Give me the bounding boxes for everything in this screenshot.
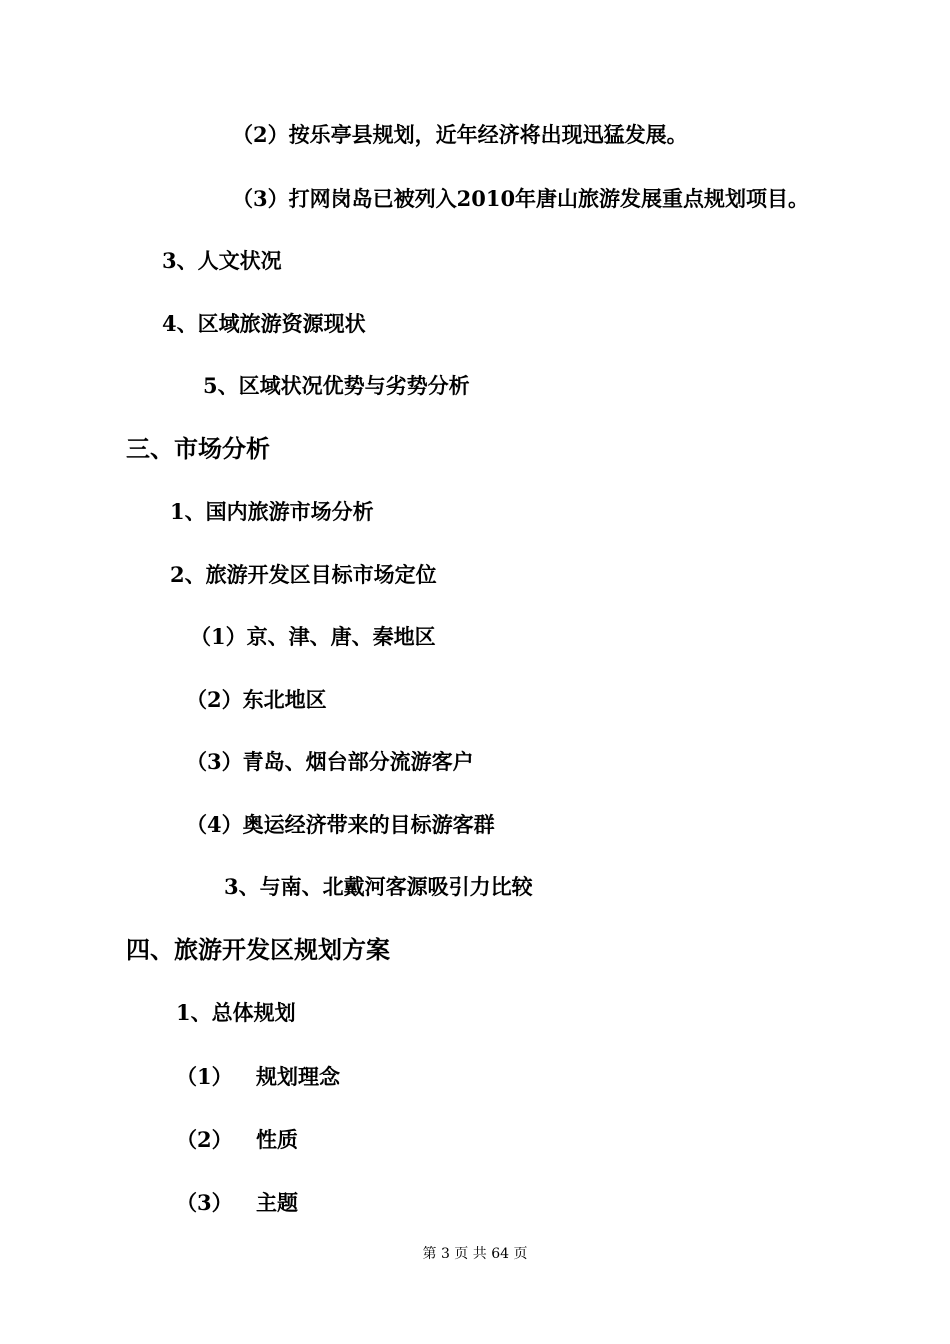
list-item-number: （3） (176, 1190, 233, 1215)
text-line: 2、旅游开发区目标市场定位 (170, 562, 437, 587)
text-line: （2）按乐亭县规划，近年经济将出现迅猛发展。 (232, 122, 688, 147)
list-item-text: 规划理念 (256, 1064, 340, 1089)
page-footer: 第 3 页 共 64 页 (422, 1246, 528, 1262)
list-item (176, 1063, 340, 1091)
text-line: 1、国内旅游市场分析 (170, 499, 374, 524)
list-item (176, 1126, 298, 1154)
list-item-number: （2） (176, 1127, 233, 1152)
text-line: （4）奥运经济带来的目标游客群 (186, 812, 495, 837)
text-line: 3、人文状况 (162, 248, 282, 273)
list-item-number: （1） (176, 1064, 233, 1089)
section-heading: 三、市场分析 (126, 435, 270, 463)
text-line: 1、总体规划 (176, 1000, 296, 1025)
list-item (176, 1189, 298, 1217)
text-line: 4、区域旅游资源现状 (162, 311, 366, 336)
text-line: （1）京、津、唐、秦地区 (190, 624, 436, 649)
list-item-text: 性质 (256, 1127, 298, 1152)
text-line: 5、区域状况优势与劣势分析 (203, 373, 470, 398)
text-line: 3、与南、北戴河客源吸引力比较 (224, 874, 533, 899)
list-item-text: 主题 (256, 1190, 298, 1215)
text-line: （2）东北地区 (186, 687, 327, 712)
section-heading: 四、旅游开发区规划方案 (126, 936, 390, 964)
text-line: （3）打网岗岛已被列入2010年唐山旅游发展重点规划项目。 (232, 186, 810, 211)
text-line: （3）青岛、烟台部分流游客户 (186, 749, 474, 774)
